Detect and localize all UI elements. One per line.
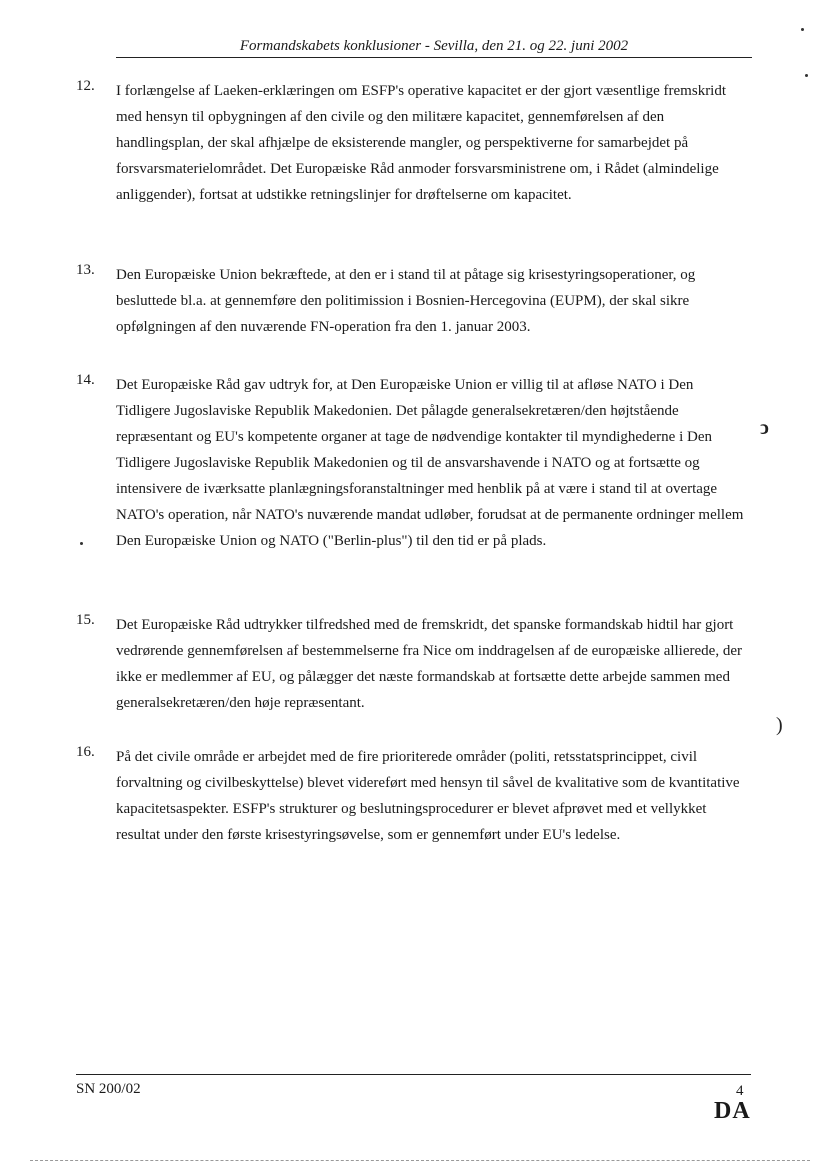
- page-number: 4: [736, 1083, 744, 1099]
- scan-margin-mark-icon: ↄ: [760, 417, 769, 439]
- paragraph-text: På det civile område er arbejdet med de fire prioriterede områder (politi, retsstatsprincippet, civil forvaltning og civilbeskyttelse) blevet videreført med hensyn til såvel de kvalitative som de kvantitative kapacitetsaspekter. ESFP's strukturer og beslutningsprocedurer er blevet afprøvet med et vellykket resultat under den første krisestyringsøvelse, som er gennemført under EU's ledelse.: [116, 749, 740, 843]
- footer-divider: [76, 1074, 751, 1075]
- paragraph-text: I forlængelse af Laeken-erklæringen om ESFP's operative kapacitet er der gjort væsentlige fremskridt med hensyn til opbygningen af den civile og den militære kapacitet, gennemførelsen af den handlingsplan, der skal afhjælpe de eksisterende mangler, og perspektiverne for samarbejdet på forsvarsmaterielområdet. Det Europæiske Råd anmoder forsvarsministrene om, i Rådet (almindelige anliggender), fortsat at udstikke retningslinjer for drøftelserne om kapacitet.: [116, 83, 727, 203]
- paragraph-number: 14.: [76, 372, 95, 388]
- paragraph-number: 12.: [76, 78, 95, 94]
- scan-speck: [801, 28, 804, 31]
- scan-speck: [805, 74, 808, 77]
- language-code: DA: [714, 1098, 751, 1124]
- scan-edge: [30, 1160, 810, 1161]
- paragraph-text: Det Europæiske Råd udtrykker tilfredshed med de fremskridt, det spanske formandskab hidtil har gjort vedrørende gennemførelsen af bestemmelserne fra Nice om inddragelsen af de europæiske allierede, der ikke er medlemmer af EU, og pålægger det næste formandskab at fortsætte dette arbejde sammen med generalsekretæren/den høje repræsentant.: [116, 617, 742, 711]
- scan-margin-mark-icon: ): [776, 714, 783, 736]
- scan-speck: [80, 542, 83, 545]
- page-header: Formandskabets konklusioner - Sevilla, den 21. og 22. juni 2002: [116, 38, 752, 58]
- paragraph-text: Den Europæiske Union bekræftede, at den er i stand til at påtage sig krisestyringsoperationer, og besluttede bl.a. at gennemføre den politimission i Bosnien-Hercegovina (EUPM), der skal sikre opfølgningen af den nuværende FN-operation fra den 1. januar 2003.: [116, 267, 696, 335]
- paragraph-number: 15.: [76, 612, 95, 628]
- paragraph-number: 16.: [76, 744, 95, 760]
- paragraph-text: Det Europæiske Råd gav udtryk for, at Den Europæiske Union er villig til at afløse NATO i Den Tidligere Jugoslaviske Republik Makedonien. Det pålagde generalsekretæren/den højtstående repræsentant og EU's kompetente organer at tage de nødvendige kontakter til myndighederne i Den Tidligere Jugoslaviske Republik Makedonien og til de ansvarshavende i NATO og at fortsætte og intensivere de iværksatte planlægningsforanstaltninger med henblik på at være i stand til at overtage NATO's operation, når NATO's nuværende mandat udløber, forudsat at de permanente ordninger mellem Den Europæiske Union og NATO ("Berlin-plus") til den tid er på plads.: [116, 377, 744, 549]
- document-reference: SN 200/02: [76, 1081, 141, 1097]
- paragraph-number: 13.: [76, 262, 95, 278]
